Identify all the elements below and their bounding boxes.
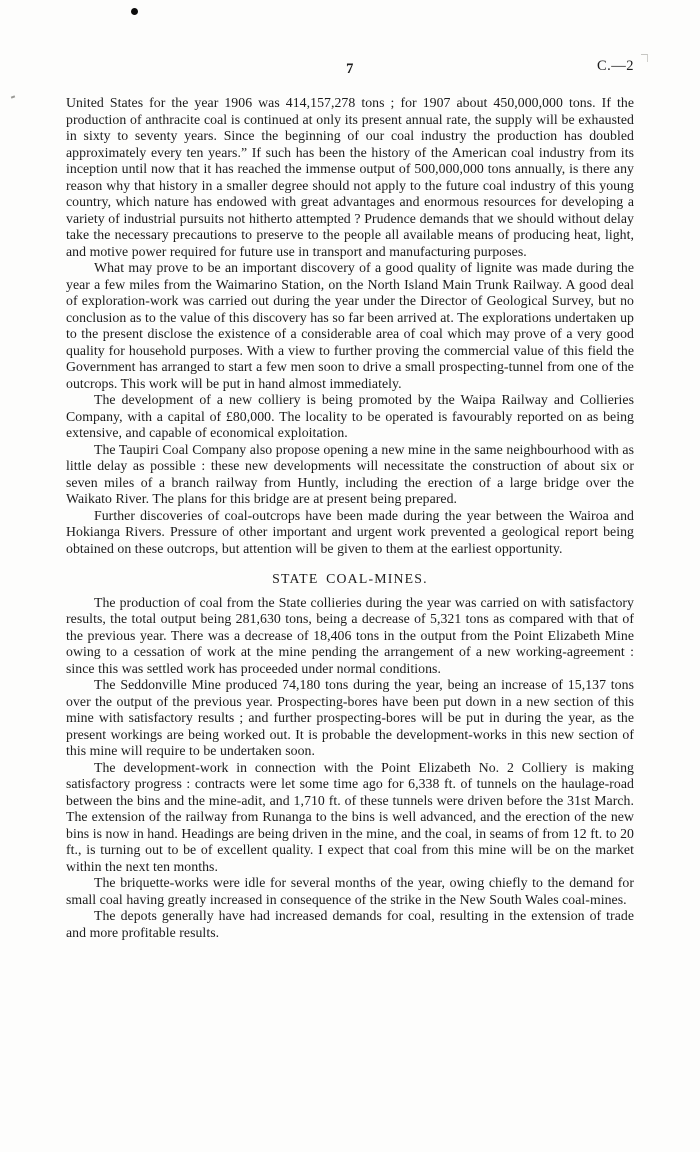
ink-dot-artifact xyxy=(131,8,138,15)
page-number: 7 xyxy=(346,61,354,77)
scan-speck-left xyxy=(11,95,15,98)
paragraph-briquette-works: The briquette-works were idle for several months of the year, owing chiefly to the demand for small coal having greatly increased in consequence of the strike in the New South Wales coal-mines. xyxy=(66,875,634,907)
paragraph-us-coal-statistics: United States for the year 1906 was 414,157,278 tons ; for 1907 about 450,000,000 tons. If the production of anthracite coal is continued at only its present annual rate, the supply will be exhausted in sixty to seventy years. Since the beginning of our coal industry the production has doubled approximately every ten years.” If such has been the history of the American coal industry from its inception until now that it has reached the immense output of 500,000,000 tons annually, is there any reason why that history in a smaller degree should not apply to the future coal industry of this young country, which nature has endowed with great advantages and enormous resources for developing a variety of industrial pursuits not hitherto attempted ? Prudence demands that we should without delay take the necessary precautions to preserve to the people all available means of producing heat, light, and motive power required for future use in transport and manufacturing purposes. xyxy=(66,95,634,259)
paragraph-taupiri-company: The Taupiri Coal Company also propose opening a new mine in the same neighbourhood with as little delay as possible : these new developments will necessitate the construction of about six or seven miles of a branch railway from Huntly, including the erection of a large bridge over the Waikato River. The plans for this bridge are at present being prepared. xyxy=(66,441,634,506)
paragraph-lignite-discovery: What may prove to be an important discovery of a good quality of lignite was made during the year a few miles from the Waimarino Station, on the North Island Main Trunk Railway. A good deal of exploration-work was carried out during the year under the Director of Geological Survey, but no conclusion as to the value of this discovery has so far been arrived at. The explorations undertaken up to the present disclose the existence of a considerable area of coal which may prove of a very good quality for household purposes. With a view to further proving the commercial value of this field the Government has arranged to start a few men soon to drive a small prospecting-tunnel from one of the outcrops. This work will be put in hand almost immediately. xyxy=(66,260,634,391)
paragraph-state-collieries-output: The production of coal from the State collieries during the year was carried on with satisfactory results, the total output being 281,630 tons, being a decrease of 5,321 tons as compared with that of the previous year. There was a decrease of 18,406 tons in the output from the Point Elizabeth Mine owing to a cessation of work at the mine pending the arrangement of a new working-agreement : since this was settled work has proceeded under normal conditions. xyxy=(66,594,634,676)
paragraph-coal-outcrops: Further discoveries of coal-outcrops have been made during the year between the Wairoa and Hokianga Rivers. Pressure of other important and urgent work prevented a geological report being obtained on these outcrops, but attention will be given to them at the earliest opportunity. xyxy=(66,507,634,556)
paragraph-point-elizabeth-no2: The development-work in connection with the Point Elizabeth No. 2 Colliery is making satisfactory progress : contracts were let some time ago for 6,338 ft. of tunnels on the haulage-road between the bins and the mine-adit, and 1,710 ft. of these tunnels were driven before the 31st March. The extension of the railway from Runanga to the bins is well advanced, and the erection of the new bins is now in hand. Headings are being driven in the mine, and the coal, in seams of from 12 ft. to 20 ft., is turning out to be of excellent quality. I expect that coal from this mine will be on the market within the next ten months. xyxy=(66,759,634,874)
document-body xyxy=(66,95,634,941)
paragraph-seddonville-mine: The Seddonville Mine produced 74,180 tons during the year, being an increase of 15,137 tons over the output of the previous year. Prospecting-bores have been put down in a new section of this mine with satisfactory results ; and further prospecting-bores will be put in during the year, as the present workings are being worked out. It is probable the development-works in this new section of this mine will require to be undertaken soon. xyxy=(66,677,634,758)
section-heading: STATE COAL-MINES. xyxy=(272,571,428,586)
scan-speck-header xyxy=(641,54,648,62)
paragraph-depots: The depots generally have had increased demands for coal, resulting in the extension of trade and more profitable results. xyxy=(66,908,634,940)
paragraph-waipa-colliery: The development of a new colliery is being promoted by the Waipa Railway and Collieries Company, with a capital of £80,000. The locality to be operated is favourably reported on as being extensive, and capable of economical exploitation. xyxy=(66,392,634,440)
page-header xyxy=(66,58,634,78)
document-reference: C.—2 xyxy=(596,58,634,74)
